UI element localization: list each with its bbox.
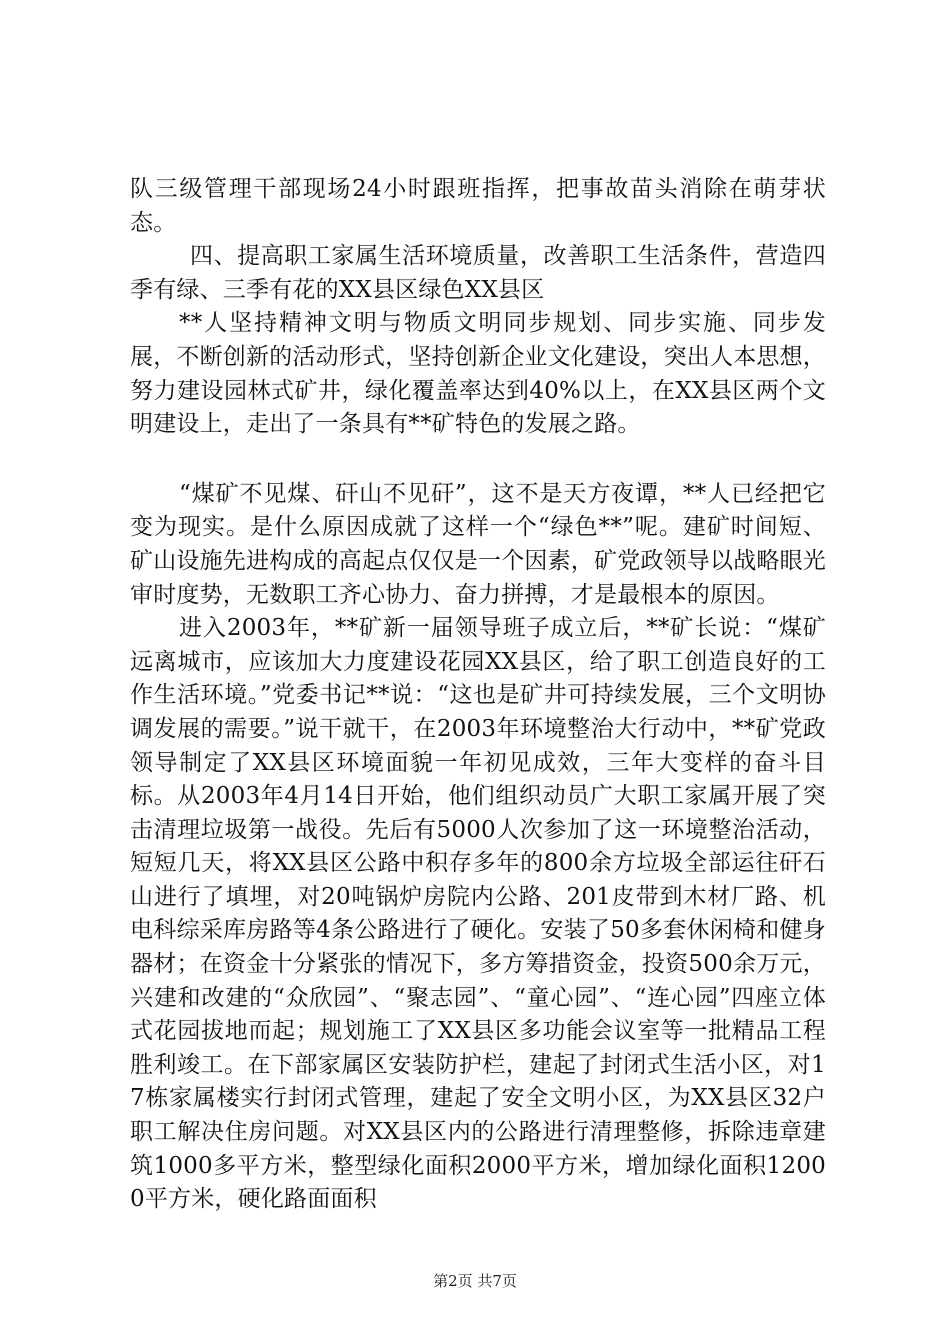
paragraph-continuation: 队三级管理干部现场24小时跟班指挥，把事故苗头消除在萌芽状态。 [130, 176, 826, 236]
section-heading: 四、提高职工家属生活环境质量，改善职工生活条件，营造四季有绿、三季有花的XX县区绿色XX县区 [130, 243, 826, 303]
page-number-footer: 第2页 共7页 [433, 1272, 517, 1290]
document-body [130, 173, 826, 1217]
paragraph-spacer [130, 442, 826, 478]
paragraph-intro: **人坚持精神文明与物质文明同步规划、同步实施、同步发展，不断创新的活动形式，坚持创新企业文化建设，突出人本思想，努力建设园林式矿井，绿化覆盖率达到40%以上，在XX县区两个文明建设上，走出了一条具有**矿特色的发展之路。 [130, 310, 826, 438]
paragraph-2003-campaign: 进入2003年，**矿新一届领导班子成立后，**矿长说：“煤矿远离城市，应该加大力度建设花园XX县区，给了职工创造良好的工作生活环境。”党委书记**说：“这也是矿井可持续发展，三个文明协调发展的需要。”说干就干，在2003年环境整治大行动中，**矿党政领导制定了XX县区环境面貌一年初见成效，三年大变样的奋斗目标。从2003年4月14日开始，他们组织动员广大职工家属开展了突击清理垃圾第一战役。先后有5000人次参加了这一环境整治活动，短短几天，将XX县区公路中积存多年的800余方垃圾全部运往矸石山进行了填埋，对20吨锅炉房院内公路、201皮带到木材厂路、机电科综采库房路等4条公路进行了硬化。安装了50多套休闲椅和健身器材；在资金十分紧张的情况下，多方筹措资金，投资500余万元，兴建和改建的“众欣园”、“聚志园”、“童心园”、“连心园”四座立体式花园拔地而起；规划施工了XX县区多功能会议室等一批精品工程胜利竣工。在下部家属区安装防护栏，建起了封闭式生活小区，对17栋家属楼实行封闭式管理，建起了安全文明小区，为XX县区32户职工解决住房问题。对XX县区内的公路进行清理整修，拆除违章建筑1000多平方米，整型绿化面积2000平方米，增加绿化面积12000平方米，硬化路面面积 [130, 615, 826, 1213]
paragraph-green-mine: “煤矿不见煤、矸山不见矸”，这不是天方夜谭，**人已经把它变为现实。是什么原因成就了这样一个“绿色**”呢。建矿时间短、矿山设施先进构成的高起点仅仅是一个因素，矿党政领导以战略眼光审时度势，无数职工齐心协力、奋力拼搏，才是最根本的原因。 [130, 480, 826, 608]
